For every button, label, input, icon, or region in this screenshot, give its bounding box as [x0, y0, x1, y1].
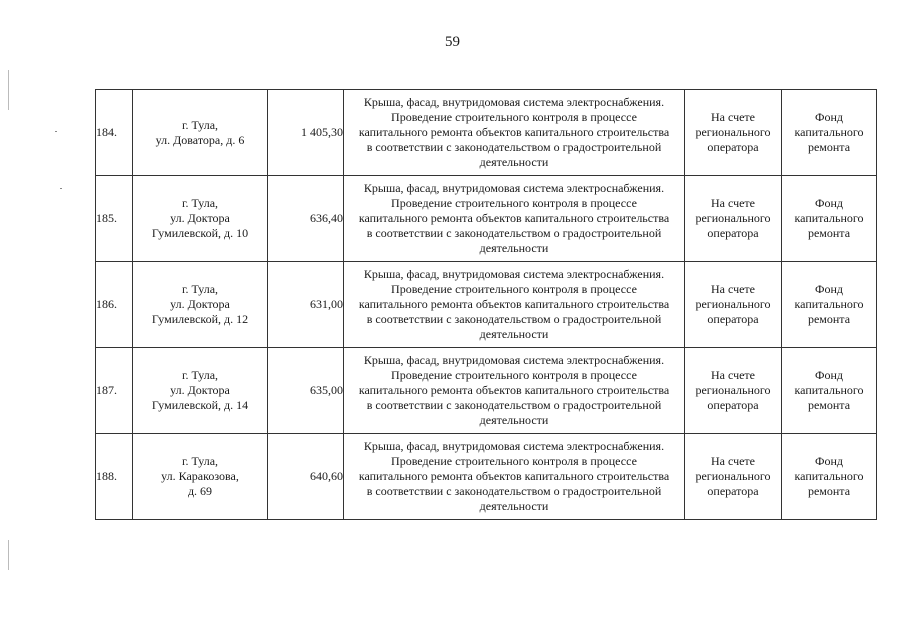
account-line: На счете: [710, 282, 755, 296]
row-number: 188.: [96, 434, 133, 520]
address-line: г. Тула,: [181, 368, 219, 382]
address-line: ул. Доктора: [170, 211, 230, 225]
works-table: [95, 89, 877, 520]
work-line: капитального ремонта объектов капитального строительства: [358, 297, 670, 311]
account-line: оператора: [707, 226, 759, 240]
work-line: деятельности: [479, 241, 549, 255]
address-cell: [133, 90, 268, 176]
area-value: 636,40: [268, 176, 344, 262]
work-description: [344, 262, 685, 348]
row-number: 187.: [96, 348, 133, 434]
funding-source-cell: [782, 348, 877, 434]
account-line: оператора: [707, 484, 759, 498]
work-line: Крыша, фасад, внутридомовая система электроснабжения.: [363, 267, 665, 281]
work-line: деятельности: [479, 327, 549, 341]
account-line: оператора: [707, 312, 759, 326]
address-cell: [133, 348, 268, 434]
table-row: [96, 176, 877, 262]
table-row: [96, 262, 877, 348]
work-line: в соответствии с законодательством о градостроительной: [366, 312, 662, 326]
scan-margin-mark: [8, 540, 9, 570]
source-line: ремонта: [807, 226, 851, 240]
account-line: регионального: [695, 125, 771, 139]
work-line: капитального ремонта объектов капитального строительства: [358, 211, 670, 225]
funding-source-cell: [782, 90, 877, 176]
table-row: [96, 348, 877, 434]
source-line: капитального: [794, 383, 864, 397]
account-line: На счете: [710, 196, 755, 210]
work-line: Крыша, фасад, внутридомовая система электроснабжения.: [363, 439, 665, 453]
work-line: в соответствии с законодательством о градостроительной: [366, 398, 662, 412]
account-line: оператора: [707, 140, 759, 154]
work-line: Проведение строительного контроля в процессе: [391, 368, 637, 382]
work-line: деятельности: [479, 155, 549, 169]
row-number: 184.: [96, 90, 133, 176]
address-line: ул. Доктора: [170, 297, 230, 311]
work-description: [344, 90, 685, 176]
address-line: д. 69: [187, 484, 213, 498]
funding-source-cell: [782, 176, 877, 262]
account-cell: [685, 434, 782, 520]
funding-source-cell: [782, 262, 877, 348]
work-line: Проведение строительного контроля в процессе: [391, 110, 637, 124]
source-line: ремонта: [807, 484, 851, 498]
source-line: ремонта: [807, 140, 851, 154]
account-line: регионального: [695, 211, 771, 225]
work-line: Проведение строительного контроля в процессе: [391, 196, 637, 210]
work-description: [344, 176, 685, 262]
source-line: Фонд: [814, 454, 843, 468]
area-value: 640,60: [268, 434, 344, 520]
address-line: г. Тула,: [181, 196, 219, 210]
account-line: регионального: [695, 383, 771, 397]
work-line: Крыша, фасад, внутридомовая система электроснабжения.: [363, 95, 665, 109]
account-line: регионального: [695, 469, 771, 483]
work-line: Крыша, фасад, внутридомовая система электроснабжения.: [363, 353, 665, 367]
work-line: деятельности: [479, 499, 549, 513]
source-line: Фонд: [814, 282, 843, 296]
work-line: в соответствии с законодательством о градостроительной: [366, 140, 662, 154]
account-line: На счете: [710, 368, 755, 382]
table-row: [96, 90, 877, 176]
table-row: [96, 434, 877, 520]
source-line: ремонта: [807, 312, 851, 326]
address-line: Гумилевской, д. 10: [151, 226, 249, 240]
address-line: г. Тула,: [181, 454, 219, 468]
source-line: Фонд: [814, 196, 843, 210]
account-cell: [685, 176, 782, 262]
account-cell: [685, 348, 782, 434]
address-line: ул. Доватора, д. 6: [155, 132, 245, 147]
account-cell: [685, 262, 782, 348]
address-cell: [133, 262, 268, 348]
address-cell: [133, 434, 268, 520]
work-line: капитального ремонта объектов капитального строительства: [358, 383, 670, 397]
address-cell: [133, 176, 268, 262]
funding-source-cell: [782, 434, 877, 520]
area-value: 631,00: [268, 262, 344, 348]
account-line: оператора: [707, 398, 759, 412]
source-line: капитального: [794, 125, 864, 139]
work-line: деятельности: [479, 413, 549, 427]
work-line: капитального ремонта объектов капитального строительства: [358, 125, 670, 139]
address-line: г. Тула,: [181, 117, 219, 132]
scan-speck: [60, 188, 62, 189]
account-line: На счете: [710, 454, 755, 468]
source-line: капитального: [794, 469, 864, 483]
work-line: в соответствии с законодательством о градостроительной: [366, 484, 662, 498]
work-line: Проведение строительного контроля в процессе: [391, 282, 637, 296]
work-line: капитального ремонта объектов капитального строительства: [358, 469, 670, 483]
page-number: 59: [445, 34, 460, 50]
area-value: 635,00: [268, 348, 344, 434]
source-line: капитального: [794, 211, 864, 225]
account-line: На счете: [710, 110, 755, 124]
area-value: 1 405,30: [268, 90, 344, 176]
account-cell: [685, 90, 782, 176]
source-line: Фонд: [814, 110, 843, 124]
work-description: [344, 434, 685, 520]
source-line: ремонта: [807, 398, 851, 412]
address-line: ул. Каракозова,: [161, 469, 239, 483]
source-line: Фонд: [814, 368, 843, 382]
scan-margin-mark: [8, 70, 9, 110]
work-description: [344, 348, 685, 434]
work-line: в соответствии с законодательством о градостроительной: [366, 226, 662, 240]
work-line: Крыша, фасад, внутридомовая система электроснабжения.: [363, 181, 665, 195]
row-number: 186.: [96, 262, 133, 348]
address-line: Гумилевской, д. 14: [151, 398, 249, 412]
account-line: регионального: [695, 297, 771, 311]
address-line: ул. Доктора: [170, 383, 230, 397]
source-line: капитального: [794, 297, 864, 311]
work-line: Проведение строительного контроля в процессе: [391, 454, 637, 468]
scan-speck: [55, 131, 57, 132]
row-number: 185.: [96, 176, 133, 262]
address-line: г. Тула,: [181, 282, 219, 296]
address-line: Гумилевской, д. 12: [151, 312, 249, 326]
